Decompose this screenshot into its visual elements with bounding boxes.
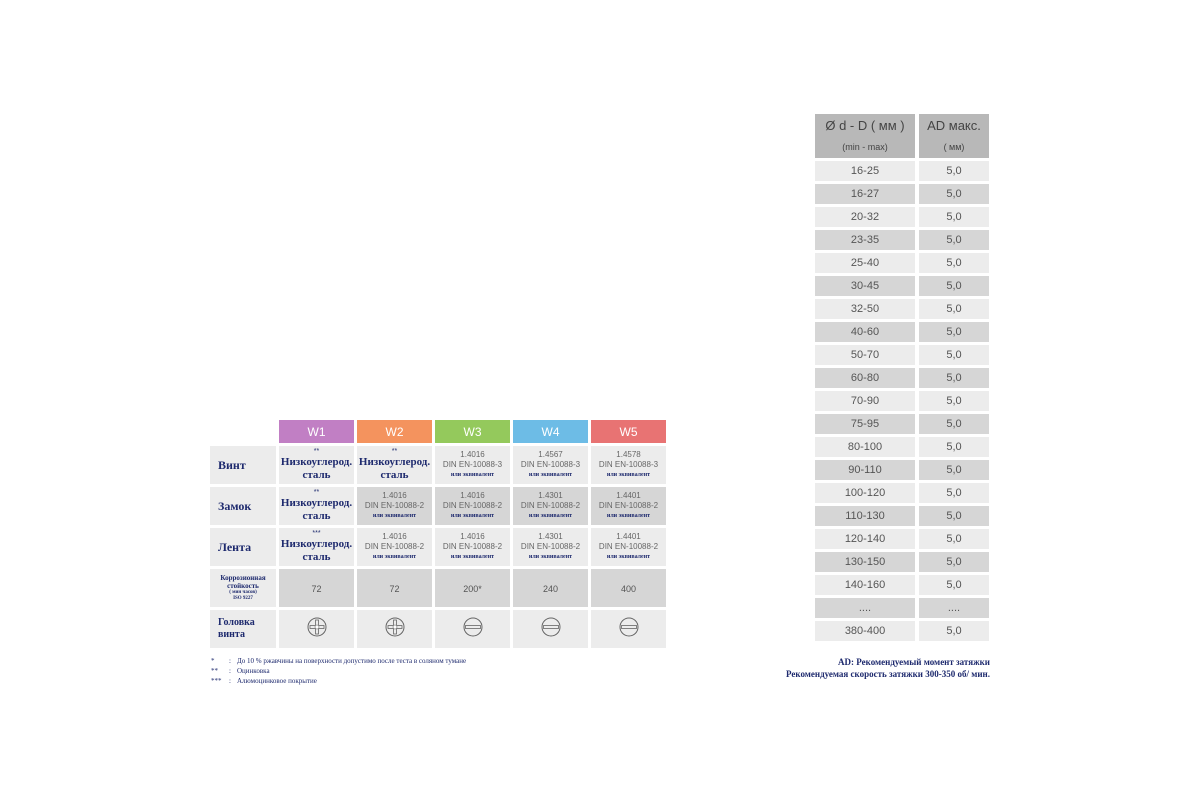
size-table-header — [815, 114, 989, 158]
material-number: 1.4016 — [460, 450, 485, 459]
equivalent-note: или эквивалент — [372, 554, 417, 560]
ad-max-value: 5,0 — [919, 207, 989, 227]
table-row — [815, 207, 989, 227]
corrosion-w5 — [591, 569, 666, 607]
torque-note: AD: Рекомендуемый момент затяжки — [838, 657, 990, 667]
footnote-mark: ** — [211, 667, 218, 675]
diameter-range: 90-110 — [815, 460, 915, 480]
material-standard: DIN EN-10088-2 — [364, 501, 425, 510]
stars: ** — [313, 448, 320, 455]
row-band — [210, 528, 666, 566]
table-row — [815, 529, 989, 549]
corrosion-label: Коррозионная — [220, 574, 266, 582]
material-text: Низкоуглерод. — [280, 456, 353, 468]
material-number: 1.4401 — [616, 491, 641, 500]
stars: ** — [313, 489, 320, 496]
diameter-range: 50-70 — [815, 345, 915, 365]
equivalent-note: или эквивалент — [606, 472, 651, 478]
row-corrosion — [210, 569, 666, 607]
band-w5 — [591, 528, 666, 566]
head-w3 — [435, 610, 510, 648]
torque-notes — [786, 656, 990, 680]
ad-header — [919, 114, 989, 158]
equivalent-note: или эквивалент — [450, 513, 495, 519]
material-text: сталь — [302, 551, 331, 563]
equivalent-note: или эквивалент — [528, 472, 573, 478]
phillips-slot-icon — [307, 617, 327, 637]
lock-w1 — [279, 487, 354, 525]
corrosion-value: 200* — [463, 584, 482, 594]
corrosion-w2 — [357, 569, 432, 607]
material-standard: DIN EN-10088-2 — [598, 501, 659, 510]
equivalent-note: или эквивалент — [606, 554, 651, 560]
ad-max-value: 5,0 — [919, 529, 989, 549]
ad-max-value: 5,0 — [919, 253, 989, 273]
diameter-range: 70-90 — [815, 391, 915, 411]
equivalent-note: или эквивалент — [528, 513, 573, 519]
grade-w1: W1 — [279, 420, 354, 443]
diameter-range: 40-60 — [815, 322, 915, 342]
row-label-band: Лента — [210, 528, 276, 566]
footnote: * : До 10 % ржавчины на поверхности допустимо после теста в соляном тумане — [211, 657, 467, 665]
corrosion-w3 — [435, 569, 510, 607]
ad-max-value: 5,0 — [919, 184, 989, 204]
footnotes — [211, 656, 466, 686]
footnote-text: До 10 % ржавчины на поверхности допустимо после теста в соляном тумане — [237, 657, 467, 665]
head-w2 — [357, 610, 432, 648]
material-number: 1.4578 — [616, 450, 641, 459]
table-row — [815, 621, 989, 641]
diameter-range: 20-32 — [815, 207, 915, 227]
ad-max-value: 5,0 — [919, 460, 989, 480]
table-row — [815, 391, 989, 411]
grade-header-row — [210, 420, 666, 443]
equivalent-note: или эквивалент — [528, 554, 573, 560]
diameter-range: 60-80 — [815, 368, 915, 388]
material-number: 1.4301 — [538, 532, 563, 541]
ad-max-value: 5,0 — [919, 552, 989, 572]
band-w3 — [435, 528, 510, 566]
material-standard: DIN EN-10088-3 — [598, 460, 659, 469]
material-text: сталь — [380, 469, 409, 481]
material-standard: DIN EN-10088-2 — [520, 542, 581, 551]
diameter-range: 130-150 — [815, 552, 915, 572]
row-screw-head — [210, 610, 666, 648]
screw-w2 — [357, 446, 432, 484]
table-row — [815, 414, 989, 434]
row-label-screw-head — [210, 610, 276, 648]
diameter-range: .... — [815, 598, 915, 618]
row-label-corrosion — [210, 569, 276, 607]
table-row — [815, 253, 989, 273]
phillips-slot-icon — [385, 617, 405, 637]
footnote: *** : Алюмоцинковое покрытие — [211, 677, 317, 685]
material-text: сталь — [302, 469, 331, 481]
footnote-text: Алюмоцинковое покрытие — [237, 677, 317, 685]
material-standard: DIN EN-10088-2 — [442, 501, 503, 510]
corrosion-standard: ISO 9227 — [233, 596, 253, 601]
grade-w4: W4 — [513, 420, 588, 443]
grade-w2: W2 — [357, 420, 432, 443]
material-standard: DIN EN-10088-2 — [598, 542, 659, 551]
band-w1 — [279, 528, 354, 566]
head-w1 — [279, 610, 354, 648]
ad-max-value: 5,0 — [919, 368, 989, 388]
material-number: 1.4016 — [382, 491, 407, 500]
table-row — [815, 299, 989, 319]
diameter-header-sub: (min - max) — [842, 141, 888, 152]
ad-header-sub: ( мм) — [943, 141, 965, 152]
corrosion-unit: ( мин часов) — [229, 590, 257, 595]
material-text: Низкоуглерод. — [280, 538, 353, 550]
grade-w3: W3 — [435, 420, 510, 443]
ad-max-value: 5,0 — [919, 414, 989, 434]
equivalent-note: или эквивалент — [450, 554, 495, 560]
row-label-screw: Винт — [210, 446, 276, 484]
diameter-range: 25-40 — [815, 253, 915, 273]
diameter-range: 80-100 — [815, 437, 915, 457]
material-number: 1.4016 — [382, 532, 407, 541]
ad-max-value: 5,0 — [919, 161, 989, 181]
material-text: сталь — [302, 510, 331, 522]
head-w4 — [513, 610, 588, 648]
material-number: 1.4016 — [460, 491, 485, 500]
band-w4 — [513, 528, 588, 566]
screw-w5 — [591, 446, 666, 484]
diameter-range: 120-140 — [815, 529, 915, 549]
ad-max-value: 5,0 — [919, 621, 989, 641]
ad-max-value: 5,0 — [919, 230, 989, 250]
ad-max-value: 5,0 — [919, 391, 989, 411]
diameter-range: 110-130 — [815, 506, 915, 526]
table-row — [815, 460, 989, 480]
equivalent-note: или эквивалент — [606, 513, 651, 519]
row-lock — [210, 487, 666, 525]
row-label-lock: Замок — [210, 487, 276, 525]
corrosion-value: 72 — [311, 584, 322, 594]
corrosion-label: стойкость — [227, 582, 259, 590]
footnote-mark: * — [211, 657, 215, 665]
table-row — [815, 230, 989, 250]
table-row — [815, 483, 989, 503]
screw-w3 — [435, 446, 510, 484]
stars: *** — [312, 530, 321, 537]
diameter-range: 75-95 — [815, 414, 915, 434]
diameter-range: 16-25 — [815, 161, 915, 181]
material-standard: DIN EN-10088-2 — [520, 501, 581, 510]
corrosion-w4 — [513, 569, 588, 607]
material-standard: DIN EN-10088-3 — [442, 460, 503, 469]
material-text: Низкоуглерод. — [280, 497, 353, 509]
footnote-mark: *** — [211, 677, 222, 685]
diameter-range: 32-50 — [815, 299, 915, 319]
ad-max-value: 5,0 — [919, 506, 989, 526]
table-row — [815, 506, 989, 526]
material-number: 1.4401 — [616, 532, 641, 541]
equivalent-note: или эквивалент — [450, 472, 495, 478]
table-row — [815, 161, 989, 181]
lock-w3 — [435, 487, 510, 525]
diameter-range: 380-400 — [815, 621, 915, 641]
diameter-header-title: Ø d - D ( мм ) — [825, 117, 905, 133]
table-row — [815, 276, 989, 296]
diameter-range: 16-27 — [815, 184, 915, 204]
corrosion-w1 — [279, 569, 354, 607]
diameter-range: 140-160 — [815, 575, 915, 595]
ad-max-value: 5,0 — [919, 575, 989, 595]
material-standard: DIN EN-10088-2 — [442, 542, 503, 551]
ad-max-value: 5,0 — [919, 276, 989, 296]
lock-w4 — [513, 487, 588, 525]
table-row — [815, 552, 989, 572]
slot-icon — [463, 617, 483, 637]
equivalent-note: или эквивалент — [372, 513, 417, 519]
material-number: 1.4567 — [538, 450, 563, 459]
table-row — [815, 345, 989, 365]
table-row — [815, 322, 989, 342]
ad-max-value: 5,0 — [919, 437, 989, 457]
stars: ** — [391, 448, 398, 455]
screw-w1 — [279, 446, 354, 484]
material-number: 1.4016 — [460, 532, 485, 541]
corner-empty — [210, 420, 276, 443]
row-screw — [210, 446, 666, 484]
table-row — [815, 437, 989, 457]
diameter-header — [815, 114, 915, 158]
slot-icon — [541, 617, 561, 637]
grade-w5: W5 — [591, 420, 666, 443]
diameter-range: 30-45 — [815, 276, 915, 296]
material-table — [207, 417, 669, 651]
material-standard: DIN EN-10088-3 — [520, 460, 581, 469]
corrosion-value: 400 — [620, 584, 637, 594]
band-w2 — [357, 528, 432, 566]
table-row — [815, 575, 989, 595]
ad-max-value: 5,0 — [919, 299, 989, 319]
material-standard: DIN EN-10088-2 — [364, 542, 425, 551]
ad-max-value: 5,0 — [919, 322, 989, 342]
slot-icon — [619, 617, 639, 637]
table-row — [815, 184, 989, 204]
speed-note: Рекомендуемая скорость затяжки 300-350 об/ мин. — [786, 669, 990, 679]
material-number: 1.4301 — [538, 491, 563, 500]
lock-w2 — [357, 487, 432, 525]
corrosion-value: 240 — [542, 584, 559, 594]
footnote: ** : Оцинковка — [211, 667, 270, 675]
diameter-range: 23-35 — [815, 230, 915, 250]
screw-head-label: Головка — [218, 617, 255, 628]
table-row — [815, 598, 989, 618]
ad-max-value: 5,0 — [919, 483, 989, 503]
head-w5 — [591, 610, 666, 648]
corrosion-value: 72 — [389, 584, 400, 594]
size-table — [811, 111, 993, 644]
ad-max-value: .... — [919, 598, 989, 618]
ad-header-title: AD макс. — [927, 117, 981, 133]
footnote-text: Оцинковка — [237, 667, 270, 675]
lock-w5 — [591, 487, 666, 525]
material-text: Низкоуглерод. — [358, 456, 431, 468]
screw-head-label: винта — [218, 629, 245, 640]
table-row — [815, 368, 989, 388]
screw-w4 — [513, 446, 588, 484]
ad-max-value: 5,0 — [919, 345, 989, 365]
diameter-range: 100-120 — [815, 483, 915, 503]
